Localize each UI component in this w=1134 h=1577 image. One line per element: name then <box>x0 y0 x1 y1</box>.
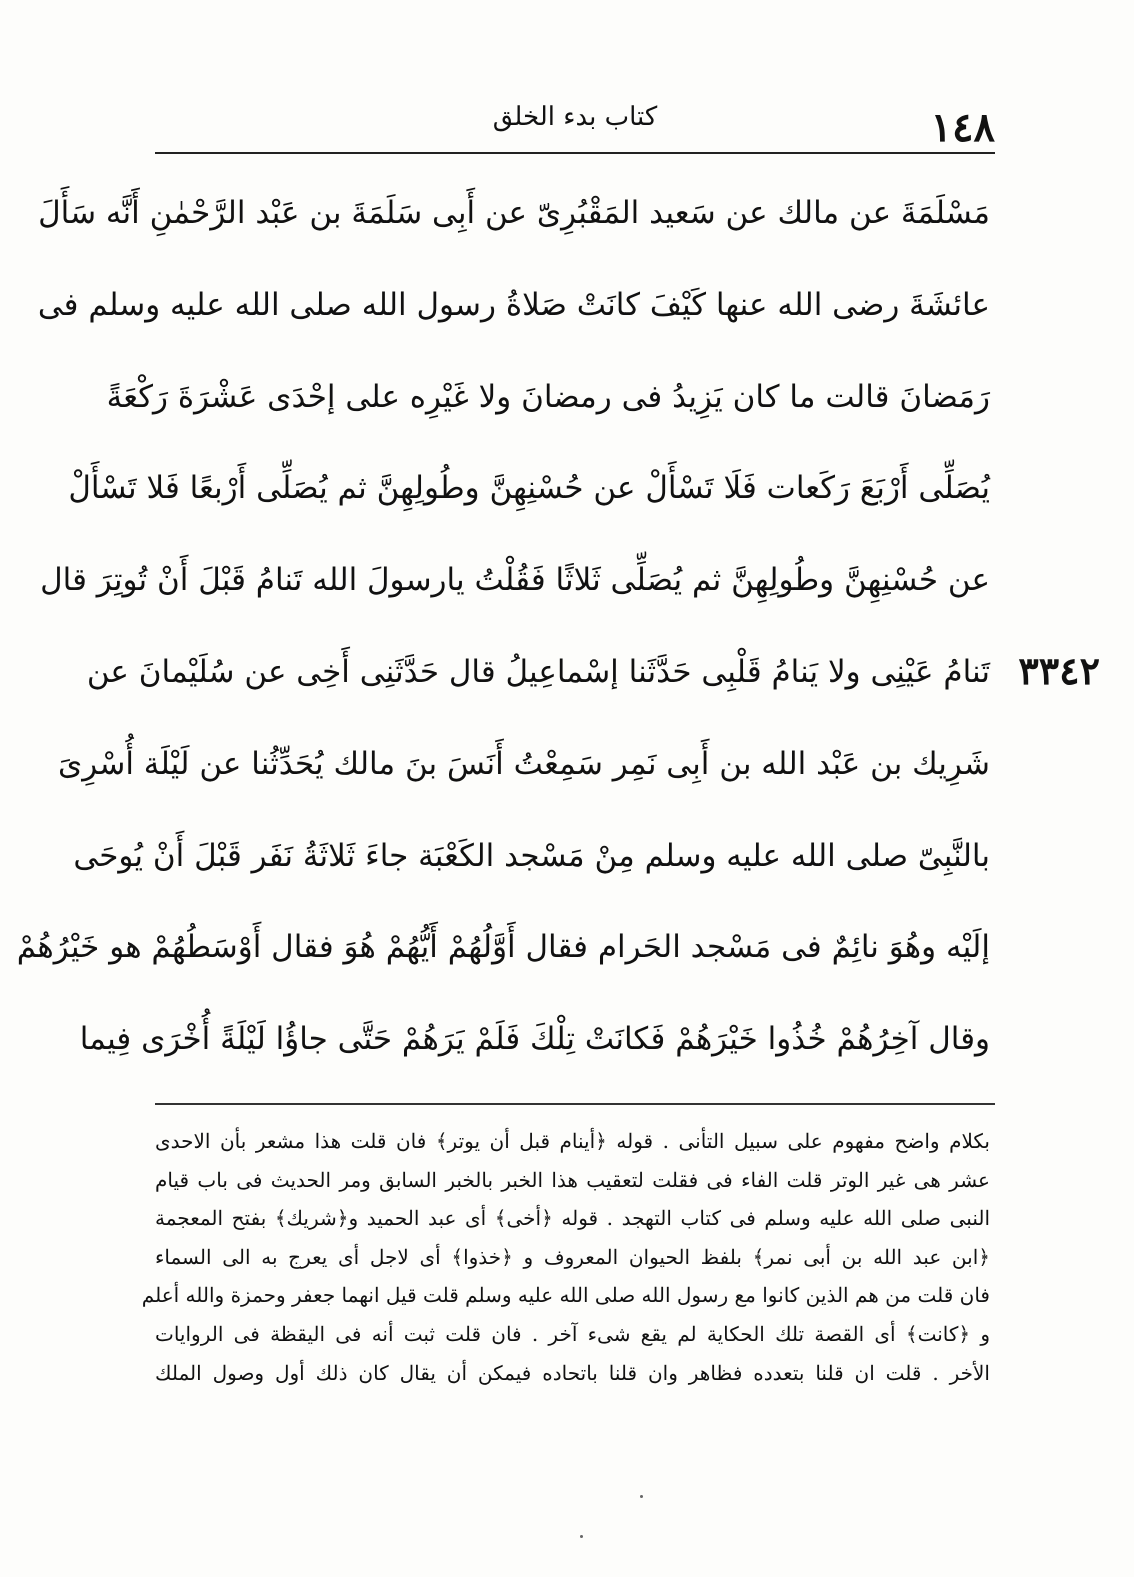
page-number: ١٤٨ <box>930 104 995 151</box>
footnote-line: فان قلت من هم الذين كانوا مع رسول الله صلى الله عليه وسلم قلت قيل انهما جعفر وحمزة والله أعلم <box>141 1283 990 1308</box>
hadith-number: ٣٣٤٢ <box>1018 648 1100 693</box>
main-line: تَنامُ عَيْنِى ولا يَنامُ قَلْبِى حَدَّثَنا إسْماعِيلُ قال حَدَّثَنِى أَخِى عن سُلَيْمانَ عن <box>86 653 990 690</box>
footnote-rule <box>155 1103 995 1105</box>
footnote-line: عشر هى غير الوتر قلت الفاء فى فقلت لتعقيب هذا الخبر بالخبر السابق ومر الحديث فى باب قيام <box>155 1167 990 1192</box>
footnote-line: ﴿ابن عبد الله بن أبى نمر﴾ بلفظ الحيوان المعروف و ﴿خذوا﴾ أى لاجل أى يعرج به الى السماء <box>155 1244 990 1269</box>
running-title: كتاب بدء الخلق <box>492 102 658 132</box>
footnote-line: النبى صلى الله عليه وسلم فى كتاب التهجد . قوله ﴿أخى﴾ أى عبد الحميد و﴿شريك﴾ بفتح المعجمة <box>155 1206 990 1231</box>
header-rule <box>155 152 995 154</box>
footnote-line: الأخر . قلت ان قلنا بتعدده فظاهر وان قلنا باتحاده فيمكن أن يقال كان ذلك أول وصول الملك <box>155 1360 990 1385</box>
main-line: يُصَلِّى أَرْبَعَ رَكَعات فَلَا تَسْأَلْ عن حُسْنِهِنَّ وطُولِهِنَّ ثم يُصَلِّى أَرْبعًا فَلا تَسْأَلْ <box>68 470 990 507</box>
page-header <box>155 96 995 152</box>
main-line: مَسْلَمَةَ عن مالك عن سَعيد المَقْبُرِىّ عن أَبِى سَلَمَةَ بن عَبْد الرَّحْمٰنِ أَنَّه سَأَلَ <box>38 195 990 231</box>
main-line: رَمَضانَ قالت ما كان يَزِيدُ فى رمضانَ ولا غَيْرِه على إحْدَى عَشْرَةَ رَكْعَةً <box>106 378 990 415</box>
paper-speck <box>640 1495 643 1498</box>
footnotes <box>141 1122 990 1392</box>
main-line: عن حُسْنِهِنَّ وطُولِهِنَّ ثم يُصَلِّى ثَلاثًا فَقُلْتُ يارسولَ الله تَنامُ قَبْلَ أَنْ تُوتِرَ قال <box>40 562 990 599</box>
paper-speck <box>580 1535 583 1538</box>
main-line: بالنَّبِىّ صلى الله عليه وسلم مِنْ مَسْجد الكَعْبَة جاءَ ثَلاثَةُ نَفَر قَبْلَ أَنْ يُوحَى <box>73 837 990 874</box>
main-text <box>16 168 990 1086</box>
main-line: عائشَةَ رضى الله عنها كَيْفَ كانَتْ صَلاةُ رسول الله صلى الله عليه وسلم فى <box>37 286 990 323</box>
footnote-line: بكلام واضح مفهوم على سبيل التأنى . قوله ﴿أينام قبل أن يوتر﴾ فان قلت هذا مشعر بأن الاحدى <box>155 1129 990 1153</box>
footnote-line: و ﴿كانت﴾ أى القصة تلك الحكاية لم يقع شىء آخر . فان قلت ثبت أنه فى اليقظة فى الروايات <box>155 1321 990 1346</box>
main-line: إلَيْه وهُوَ نائِمٌ فى مَسْجد الحَرام فقال أَوَّلُهُمْ أَيُّهُمْ هُوَ فقال أَوْسَطُهُمْ هو خَيْرُهُمْ <box>16 929 990 966</box>
main-line: وقال آخِرُهُمْ خُذُوا خَيْرَهُمْ فَكانَتْ تِلْكَ فَلَمْ يَرَهُمْ حَتَّى جاؤُا لَيْلَةً أُخْرَى فِيما <box>79 1021 990 1058</box>
main-line: شَرِيك بن عَبْد الله بن أَبِى نَمِر سَمِعْتُ أَنَسَ بنَ مالك يُحَدِّثُنا عن لَيْلَة أُسْرِىَ <box>57 745 990 782</box>
